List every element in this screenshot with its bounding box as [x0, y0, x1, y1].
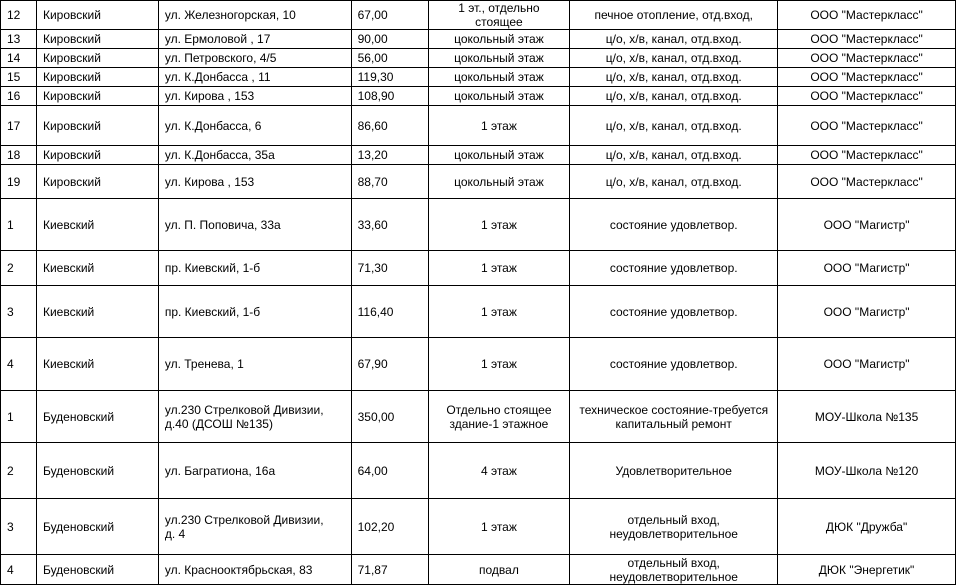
- cell-district: Кировский: [36, 30, 158, 49]
- cell-condition: Удовлетворительное: [570, 443, 778, 499]
- table-row: [1, 68, 956, 87]
- cell-district: Киевский: [36, 286, 158, 338]
- cell-number: 2: [1, 251, 37, 286]
- cell-floor: 1 этаж: [428, 106, 570, 146]
- cell-district: Киевский: [36, 338, 158, 391]
- cell-number: 13: [1, 30, 37, 49]
- cell-area: 116,40: [351, 286, 428, 338]
- cell-condition: ц/о, х/в, канал, отд.вход.: [570, 165, 778, 199]
- cell-address: ул. Багратиона, 16а: [158, 443, 351, 499]
- cell-number: 19: [1, 165, 37, 199]
- table-row: [1, 106, 956, 146]
- cell-address: ул. Петровского, 4/5: [158, 49, 351, 68]
- cell-floor: 4 этаж: [428, 443, 570, 499]
- cell-tenant: МОУ-Школа №135: [778, 391, 956, 443]
- cell-district: Кировский: [36, 146, 158, 165]
- cell-address: ул. Кирова , 153: [158, 165, 351, 199]
- cell-floor: цокольный этаж: [428, 146, 570, 165]
- cell-district: Кировский: [36, 106, 158, 146]
- cell-area: 119,30: [351, 68, 428, 87]
- cell-floor: цокольный этаж: [428, 87, 570, 106]
- cell-condition: состояние удовлетвор.: [570, 338, 778, 391]
- table-row: [1, 1, 956, 30]
- cell-address: ул.230 Стрелковой Дивизии, д. 4: [158, 499, 351, 555]
- table-row: [1, 30, 956, 49]
- table-row: [1, 391, 956, 443]
- cell-area: 71,30: [351, 251, 428, 286]
- cell-area: 108,90: [351, 87, 428, 106]
- cell-address: ул. Железногорская, 10: [158, 1, 351, 30]
- cell-district: Буденовский: [36, 391, 158, 443]
- cell-condition: отдельный вход, неудовлетворительное: [570, 499, 778, 555]
- cell-number: 17: [1, 106, 37, 146]
- cell-district: Буденовский: [36, 555, 158, 585]
- cell-tenant: ООО "Мастеркласс": [778, 30, 956, 49]
- table-row: [1, 555, 956, 585]
- cell-floor: подвал: [428, 555, 570, 585]
- cell-tenant: МОУ-Школа №120: [778, 443, 956, 499]
- cell-tenant: ООО "Мастеркласс": [778, 106, 956, 146]
- table-row: [1, 499, 956, 555]
- cell-area: 67,90: [351, 338, 428, 391]
- cell-number: 1: [1, 199, 37, 251]
- cell-address: пр. Киевский, 1-б: [158, 286, 351, 338]
- cell-district: Буденовский: [36, 443, 158, 499]
- cell-condition: отдельный вход, неудовлетворительное: [570, 555, 778, 585]
- cell-address: ул. Краснооктябрьская, 83: [158, 555, 351, 585]
- cell-condition: печное отопление, отд.вход,: [570, 1, 778, 30]
- cell-tenant: ООО "Мастеркласс": [778, 146, 956, 165]
- cell-floor: цокольный этаж: [428, 30, 570, 49]
- cell-tenant: ООО "Магистр": [778, 286, 956, 338]
- cell-area: 90,00: [351, 30, 428, 49]
- cell-address: ул. Кирова , 153: [158, 87, 351, 106]
- cell-floor: 1 этаж: [428, 499, 570, 555]
- cell-condition: ц/о, х/в, канал, отд.вход.: [570, 106, 778, 146]
- cell-condition: состояние удовлетвор.: [570, 286, 778, 338]
- table-body: [1, 1, 956, 585]
- cell-condition: состояние удовлетвор.: [570, 199, 778, 251]
- cell-address: пр. Киевский, 1-б: [158, 251, 351, 286]
- table-row: [1, 165, 956, 199]
- cell-address: ул. Ермоловой , 17: [158, 30, 351, 49]
- cell-address: ул. К.Донбасса, 6: [158, 106, 351, 146]
- cell-floor: цокольный этаж: [428, 165, 570, 199]
- cell-number: 2: [1, 443, 37, 499]
- cell-area: 102,20: [351, 499, 428, 555]
- cell-address: ул. Тренева, 1: [158, 338, 351, 391]
- table-row: [1, 87, 956, 106]
- cell-number: 18: [1, 146, 37, 165]
- cell-tenant: ООО "Мастеркласс": [778, 1, 956, 30]
- cell-address: ул. П. Поповича, 33а: [158, 199, 351, 251]
- cell-district: Киевский: [36, 199, 158, 251]
- cell-district: Кировский: [36, 87, 158, 106]
- cell-condition: техническое состояние-требуется капитальный ремонт: [570, 391, 778, 443]
- cell-district: Кировский: [36, 49, 158, 68]
- table-row: [1, 286, 956, 338]
- cell-number: 1: [1, 391, 37, 443]
- table-row: [1, 199, 956, 251]
- cell-district: Киевский: [36, 251, 158, 286]
- cell-number: 15: [1, 68, 37, 87]
- cell-area: 86,60: [351, 106, 428, 146]
- cell-condition: ц/о, х/в, канал, отд.вход.: [570, 68, 778, 87]
- table-row: [1, 443, 956, 499]
- cell-floor: 1 этаж: [428, 199, 570, 251]
- cell-area: 33,60: [351, 199, 428, 251]
- cell-area: 13,20: [351, 146, 428, 165]
- cell-number: 3: [1, 499, 37, 555]
- cell-area: 67,00: [351, 1, 428, 30]
- cell-condition: ц/о, х/в, канал, отд.вход.: [570, 87, 778, 106]
- cell-tenant: ООО "Мастеркласс": [778, 68, 956, 87]
- cell-number: 14: [1, 49, 37, 68]
- cell-floor: 1 этаж: [428, 286, 570, 338]
- cell-district: Буденовский: [36, 499, 158, 555]
- cell-number: 12: [1, 1, 37, 30]
- cell-condition: ц/о, х/в, канал, отд.вход.: [570, 146, 778, 165]
- cell-tenant: ООО "Мастеркласс": [778, 165, 956, 199]
- cell-number: 3: [1, 286, 37, 338]
- cell-condition: состояние удовлетвор.: [570, 251, 778, 286]
- cell-address: ул. К.Донбасса, 35а: [158, 146, 351, 165]
- cell-area: 71,87: [351, 555, 428, 585]
- cell-address: ул. К.Донбасса , 11: [158, 68, 351, 87]
- cell-number: 16: [1, 87, 37, 106]
- cell-floor: Отдельно стоящее здание-1 этажное: [428, 391, 570, 443]
- cell-district: Кировский: [36, 68, 158, 87]
- cell-tenant: ДЮК "Дружба": [778, 499, 956, 555]
- cell-floor: цокольный этаж: [428, 49, 570, 68]
- cell-number: 4: [1, 555, 37, 585]
- cell-area: 64,00: [351, 443, 428, 499]
- table-row: [1, 49, 956, 68]
- cell-area: 350,00: [351, 391, 428, 443]
- cell-tenant: ООО "Магистр": [778, 338, 956, 391]
- cell-tenant: ООО "Мастеркласс": [778, 49, 956, 68]
- table-row: [1, 251, 956, 286]
- cell-tenant: ДЮК "Энергетик": [778, 555, 956, 585]
- cell-address: ул.230 Стрелковой Дивизии, д.40 (ДСОШ №135): [158, 391, 351, 443]
- cell-tenant: ООО "Мастеркласс": [778, 87, 956, 106]
- cell-floor: 1 эт., отдельно стоящее: [428, 1, 570, 30]
- cell-area: 88,70: [351, 165, 428, 199]
- table-row: [1, 338, 956, 391]
- cell-district: Кировский: [36, 1, 158, 30]
- cell-number: 4: [1, 338, 37, 391]
- cell-tenant: ООО "Магистр": [778, 199, 956, 251]
- cell-area: 56,00: [351, 49, 428, 68]
- cell-condition: ц/о, х/в, канал, отд.вход.: [570, 49, 778, 68]
- cell-tenant: ООО "Магистр": [778, 251, 956, 286]
- cell-floor: 1 этаж: [428, 338, 570, 391]
- table-row: [1, 146, 956, 165]
- cell-floor: цокольный этаж: [428, 68, 570, 87]
- cell-district: Кировский: [36, 165, 158, 199]
- cell-condition: ц/о, х/в, канал, отд.вход.: [570, 30, 778, 49]
- cell-floor: 1 этаж: [428, 251, 570, 286]
